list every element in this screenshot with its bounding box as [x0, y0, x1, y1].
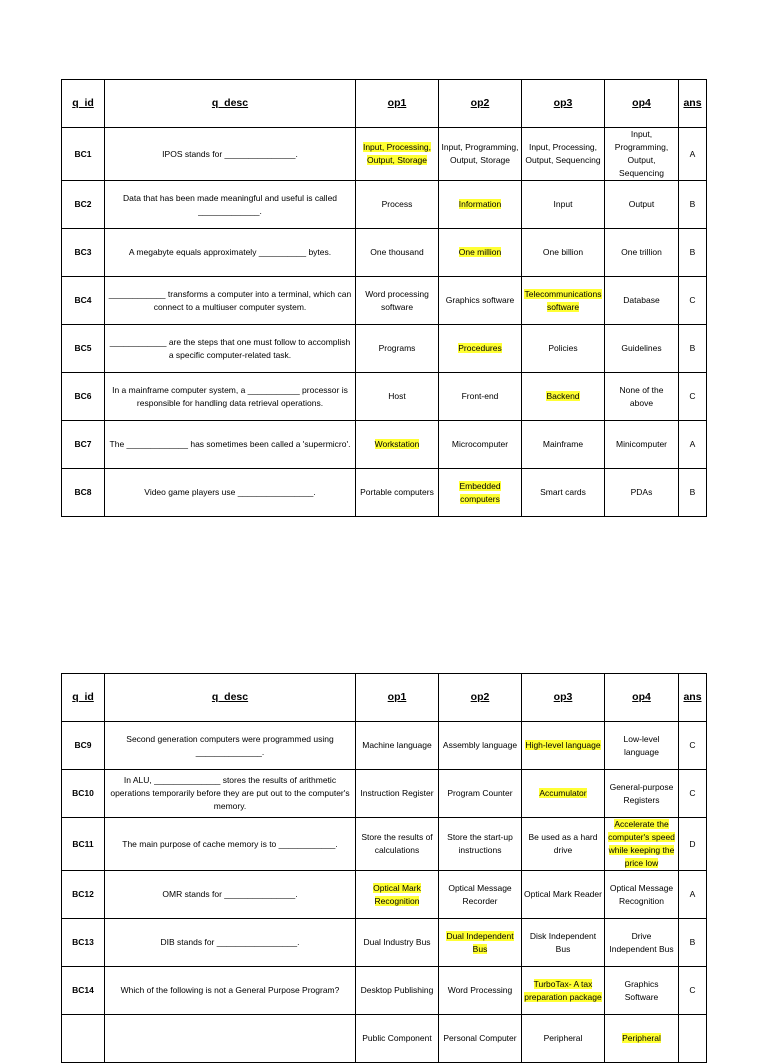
cell-q-desc — [105, 818, 356, 871]
cell-q-desc — [105, 373, 356, 421]
cell-text: Word Processing — [447, 985, 513, 995]
cell-q-desc — [105, 181, 356, 229]
cell-op1 — [356, 181, 439, 229]
cell-text: Be used as a hard drive — [528, 832, 598, 855]
cell-text: Database — [623, 295, 660, 305]
cell-text: Low-level language — [623, 733, 660, 757]
cell-op3 — [522, 229, 605, 277]
cell-op2 — [439, 967, 522, 1015]
cell-text: Instruction Register — [360, 788, 434, 798]
cell-op1 — [356, 967, 439, 1015]
cell-ans — [679, 373, 707, 421]
cell-op1 — [356, 722, 439, 770]
cell-q-desc — [105, 919, 356, 967]
cell-q-id — [62, 421, 105, 469]
cell-q-desc — [105, 469, 356, 517]
cell-op4 — [605, 421, 679, 469]
cell-op1 — [356, 128, 439, 181]
table-row — [62, 373, 707, 421]
header-q-id: q_id — [62, 674, 105, 722]
header-op2: op2 — [439, 674, 522, 722]
cell-q-id — [62, 325, 105, 373]
cell-q-desc — [105, 967, 356, 1015]
cell-ans — [679, 770, 707, 818]
header-op3: op3 — [522, 674, 605, 722]
cell-ans — [679, 967, 707, 1015]
cell-text: A megabyte equals approximately __________ bytes. — [128, 247, 332, 257]
cell-op4 — [605, 919, 679, 967]
cell-ans — [679, 128, 707, 181]
cell-text: BC10 — [72, 788, 94, 798]
cell-q-id — [62, 919, 105, 967]
table-row — [62, 967, 707, 1015]
cell-text: Input, Processing, Output, Sequencing — [525, 142, 601, 165]
cell-text: Assembly language — [442, 740, 518, 750]
cell-text: Store the start-up instructions — [447, 832, 513, 855]
highlighted-answer-text: High-level language — [525, 740, 601, 750]
cell-op1 — [356, 325, 439, 373]
cell-text: Microcomputer — [451, 439, 509, 449]
cell-q-id — [62, 871, 105, 919]
cell-text: BC3 — [74, 247, 92, 257]
cell-op3 — [522, 967, 605, 1015]
cell-q-id — [62, 469, 105, 517]
cell-op2 — [439, 128, 522, 181]
header-op4: op4 — [605, 80, 679, 128]
cell-text: B — [689, 487, 696, 497]
cell-q-id — [62, 770, 105, 818]
cell-q-id — [62, 818, 105, 871]
cell-op4 — [605, 818, 679, 871]
cell-text: Which of the following is not a General Purpose Program? — [120, 985, 340, 995]
cell-op2 — [439, 818, 522, 871]
header-ans: ans — [679, 80, 707, 128]
table-body-2 — [62, 722, 707, 1063]
cell-op3 — [522, 421, 605, 469]
cell-text: BC7 — [74, 439, 92, 449]
cell-text: B — [689, 247, 696, 257]
cell-text: Portable computers — [360, 487, 434, 497]
table-row — [62, 181, 707, 229]
cell-text: Process — [381, 199, 413, 209]
cell-text: BC13 — [72, 937, 94, 947]
cell-text: Machine language — [362, 740, 432, 750]
cell-text: BC1 — [74, 148, 92, 159]
cell-q-desc — [105, 229, 356, 277]
header-q-desc: q_desc — [105, 80, 356, 128]
highlighted-answer-text: Information — [458, 199, 502, 209]
cell-text: Disk Independent Bus — [529, 930, 597, 954]
cell-text: Mainframe — [542, 439, 584, 449]
cell-text: Dual Industry Bus — [363, 937, 431, 947]
header-q-desc: q_desc — [105, 674, 356, 722]
highlighted-answer-text: Accelerate the computer's speed while keeping the price low — [608, 819, 675, 868]
cell-op2 — [439, 469, 522, 517]
cell-op4 — [605, 770, 679, 818]
cell-text: Optical Mark Reader — [524, 889, 602, 899]
cell-text: Programs — [378, 343, 416, 353]
cell-q-desc — [105, 421, 356, 469]
cell-q-id — [62, 1015, 105, 1063]
cell-text: ____________ transforms a computer into a terminal, which can connect to a multiuser computer system. — [108, 288, 352, 312]
cell-op2 — [439, 919, 522, 967]
cell-ans — [679, 469, 707, 517]
table-row — [62, 770, 707, 818]
cell-text: The main purpose of cache memory is to ____________. — [122, 838, 338, 849]
cell-op4 — [605, 1015, 679, 1063]
highlighted-answer-text: Workstation — [374, 439, 420, 449]
cell-op2 — [439, 421, 522, 469]
highlighted-answer-text: Telecommunications software — [524, 288, 602, 312]
cell-op3 — [522, 770, 605, 818]
highlighted-answer-text: Input, Processing, Output, Storage — [362, 142, 432, 165]
cell-text: Graphics software — [445, 295, 515, 305]
cell-op4 — [605, 469, 679, 517]
cell-text: Data that has been made meaningful and useful is called _____________. — [122, 192, 338, 216]
cell-op3 — [522, 277, 605, 325]
question-table-2 — [61, 673, 707, 1063]
cell-q-desc — [105, 277, 356, 325]
cell-text: Public Component — [362, 1033, 432, 1043]
cell-text: C — [689, 391, 696, 401]
cell-op1 — [356, 421, 439, 469]
cell-text: Minicomputer — [615, 439, 668, 449]
table-row — [62, 277, 707, 325]
cell-text: Second generation computers were programmed using ______________. — [126, 733, 334, 757]
table-row — [62, 469, 707, 517]
cell-text: In a mainframe computer system, a ___________ processor is responsible for handling data retrieval operations. — [112, 384, 348, 408]
cell-op2 — [439, 277, 522, 325]
cell-text: IPOS stands for _______________. — [162, 148, 298, 159]
cell-text: Output — [628, 199, 655, 209]
cell-ans — [679, 818, 707, 871]
cell-q-id — [62, 181, 105, 229]
cell-op4 — [605, 325, 679, 373]
cell-text: Input — [553, 199, 573, 209]
cell-text: Personal Computer — [443, 1033, 517, 1043]
cell-op1 — [356, 277, 439, 325]
cell-text: BC9 — [74, 740, 92, 750]
cell-text: Video game players use ________________. — [144, 487, 316, 497]
header-op4: op4 — [605, 674, 679, 722]
cell-text: C — [689, 295, 696, 305]
cell-op1 — [356, 919, 439, 967]
cell-op4 — [605, 967, 679, 1015]
question-table-1 — [61, 79, 707, 517]
cell-text: Host — [388, 391, 406, 401]
cell-text: One billion — [542, 247, 584, 257]
cell-text: The _____________ has sometimes been called a 'supermicro'. — [109, 439, 351, 449]
cell-op3 — [522, 1015, 605, 1063]
cell-text: Desktop Publishing — [360, 985, 434, 995]
table-row — [62, 421, 707, 469]
highlighted-answer-text: Optical Mark Recognition — [373, 882, 421, 906]
cell-text: Input, Programming, Output, Storage — [441, 142, 519, 165]
cell-op3 — [522, 128, 605, 181]
table-header-row — [62, 80, 707, 128]
cell-text: BC8 — [74, 487, 92, 497]
table-header-row — [62, 674, 707, 722]
cell-op4 — [605, 722, 679, 770]
cell-text: Peripheral — [543, 1033, 583, 1043]
cell-q-desc — [105, 1015, 356, 1063]
cell-op1 — [356, 229, 439, 277]
cell-op1 — [356, 871, 439, 919]
highlighted-answer-text: Procedures — [458, 343, 502, 353]
cell-ans — [679, 325, 707, 373]
cell-op4 — [605, 181, 679, 229]
cell-op1 — [356, 1015, 439, 1063]
cell-op3 — [522, 325, 605, 373]
highlighted-answer-text: Peripheral — [622, 1033, 661, 1043]
cell-text: C — [689, 740, 696, 750]
cell-text: OMR stands for _______________. — [162, 889, 298, 899]
cell-op2 — [439, 229, 522, 277]
cell-text: Store the results of calculations — [361, 832, 433, 855]
table-row — [62, 325, 707, 373]
cell-op3 — [522, 181, 605, 229]
cell-text: One trillion — [621, 247, 662, 257]
cell-op3 — [522, 373, 605, 421]
cell-ans — [679, 919, 707, 967]
cell-text: Drive Independent Bus — [609, 930, 674, 954]
cell-text: BC11 — [72, 838, 94, 849]
cell-ans — [679, 722, 707, 770]
cell-op3 — [522, 919, 605, 967]
header-ans: ans — [679, 674, 707, 722]
cell-text: Optical Message Recognition — [609, 882, 674, 906]
cell-text: BC12 — [72, 889, 94, 899]
cell-op4 — [605, 277, 679, 325]
cell-q-desc — [105, 770, 356, 818]
cell-ans — [679, 1015, 707, 1063]
highlighted-answer-text: TurboTax- A tax preparation package — [524, 978, 602, 1002]
cell-text: General-purpose Registers — [609, 781, 674, 805]
highlighted-answer-text: Accumulator — [539, 788, 587, 798]
cell-text: A — [689, 439, 696, 449]
cell-text: One thousand — [370, 247, 424, 257]
cell-op2 — [439, 1015, 522, 1063]
cell-text: C — [689, 985, 696, 995]
table-row — [62, 1015, 707, 1063]
cell-text: Front-end — [461, 391, 499, 401]
cell-op4 — [605, 128, 679, 181]
cell-text: In ALU, ______________ stores the results of arithmetic operations temporarily before they are put out to the computer's memory. — [110, 775, 350, 811]
cell-text: Guidelines — [621, 343, 662, 353]
cell-op1 — [356, 770, 439, 818]
cell-text: DIB stands for _________________. — [160, 937, 300, 947]
cell-op3 — [522, 722, 605, 770]
table-row — [62, 722, 707, 770]
cell-op1 — [356, 469, 439, 517]
cell-text: BC6 — [74, 391, 92, 401]
cell-q-desc — [105, 722, 356, 770]
cell-text: None of the above — [619, 384, 664, 408]
cell-op2 — [439, 722, 522, 770]
highlighted-answer-text: Embedded computers — [459, 480, 501, 504]
cell-text: ____________ are the steps that one must follow to accomplish a specific computer-related task. — [109, 336, 351, 360]
cell-op2 — [439, 373, 522, 421]
cell-op1 — [356, 818, 439, 871]
cell-ans — [679, 277, 707, 325]
header-op2: op2 — [439, 80, 522, 128]
cell-text: Optical Message Recorder — [448, 882, 512, 906]
cell-op4 — [605, 373, 679, 421]
header-q-id: q_id — [62, 80, 105, 128]
cell-text: BC14 — [72, 985, 94, 995]
cell-text: Smart cards — [540, 487, 586, 497]
cell-op2 — [439, 181, 522, 229]
cell-q-id — [62, 277, 105, 325]
cell-q-id — [62, 722, 105, 770]
cell-op2 — [439, 871, 522, 919]
cell-op4 — [605, 871, 679, 919]
highlighted-answer-text: Backend — [546, 391, 580, 401]
cell-op3 — [522, 871, 605, 919]
header-op3: op3 — [522, 80, 605, 128]
cell-text: BC5 — [74, 343, 92, 353]
cell-text: Input, Programming, Output, Sequencing — [614, 129, 669, 178]
cell-op3 — [522, 469, 605, 517]
table-row — [62, 128, 707, 181]
header-op1: op1 — [356, 674, 439, 722]
table-row — [62, 818, 707, 871]
table-row — [62, 871, 707, 919]
cell-text: B — [689, 937, 696, 947]
cell-text: Program Counter — [447, 788, 513, 798]
cell-text: B — [689, 199, 696, 209]
cell-text: B — [689, 343, 696, 353]
cell-op2 — [439, 770, 522, 818]
cell-text: A — [689, 889, 696, 899]
cell-q-id — [62, 373, 105, 421]
cell-text: BC4 — [74, 295, 92, 305]
cell-op3 — [522, 818, 605, 871]
cell-q-id — [62, 967, 105, 1015]
cell-op4 — [605, 229, 679, 277]
table-row — [62, 919, 707, 967]
cell-q-id — [62, 229, 105, 277]
table-body-1 — [62, 128, 707, 517]
highlighted-answer-text: One million — [458, 247, 502, 257]
cell-text: Word processing software — [365, 288, 429, 312]
cell-q-desc — [105, 128, 356, 181]
cell-text: C — [689, 788, 696, 798]
cell-op1 — [356, 373, 439, 421]
cell-text: A — [689, 148, 696, 159]
highlighted-answer-text: Dual Independent Bus — [446, 930, 514, 954]
cell-text: Policies — [548, 343, 578, 353]
cell-ans — [679, 181, 707, 229]
cell-text: BC2 — [74, 199, 92, 209]
header-op1: op1 — [356, 80, 439, 128]
cell-ans — [679, 229, 707, 277]
cell-q-desc — [105, 325, 356, 373]
table-row — [62, 229, 707, 277]
cell-text: D — [689, 838, 696, 849]
cell-text: Graphics Software — [624, 978, 659, 1002]
cell-ans — [679, 871, 707, 919]
cell-q-id — [62, 128, 105, 181]
cell-op2 — [439, 325, 522, 373]
cell-q-desc — [105, 871, 356, 919]
cell-ans — [679, 421, 707, 469]
cell-text: PDAs — [630, 487, 653, 497]
